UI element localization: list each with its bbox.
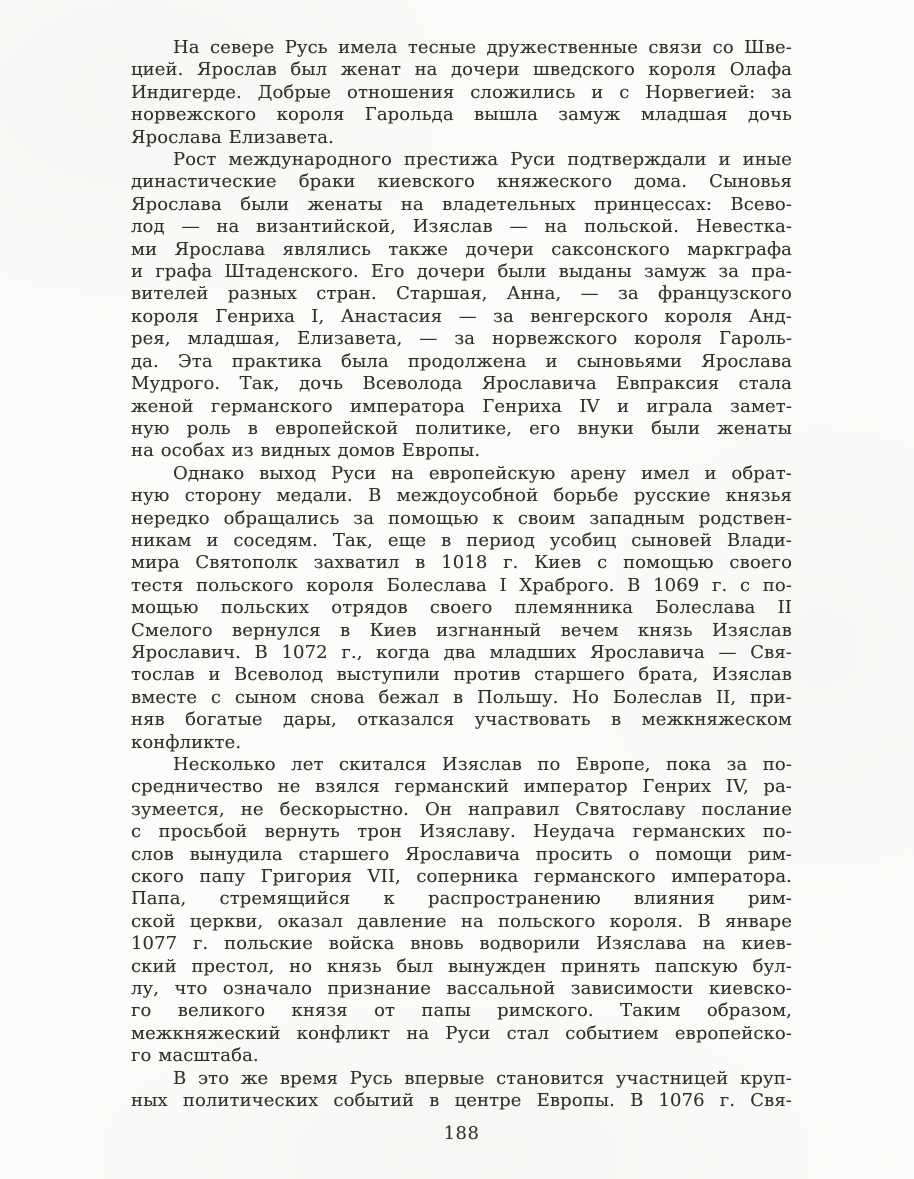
text-line: Ярославич. В 1072 г., когда два младших Ярославича — Свя- <box>131 641 792 663</box>
text-line: ской церкви, оказал давление на польского короля. В январе <box>131 910 792 932</box>
text-line: ную сторону медали. В междоусобной борьбе русские князья <box>131 485 792 507</box>
text-line: Несколько лет скитался Изяслав по Европе, пока за по- <box>173 754 792 775</box>
paragraph-reverse-side <box>131 463 792 754</box>
text-line: го великого князя от папы римского. Таким образом, <box>131 1000 792 1022</box>
text-line: да. Эта практика была продолжена и сыновьями Ярослава <box>131 350 792 372</box>
text-line: мощью польских отрядов своего племянника Болеслава II <box>131 597 792 619</box>
text-line: никам и соседям. Так, еще в период усобиц сыновей Влади- <box>131 529 792 551</box>
text-line: ский престол, но князь был вынужден принять папскую бул- <box>131 955 792 977</box>
paragraph-izyaslav-wanderings <box>131 754 792 1068</box>
text-line: с просьбой вернуть трон Изяславу. Неудача германских по- <box>131 821 792 843</box>
paragraph-dynastic-marriages <box>131 149 792 463</box>
text-line: ского папу Григория VII, соперника германского императора. <box>131 866 792 888</box>
text-line: слов вынудила старшего Ярославича просить о помощи рим- <box>131 843 792 865</box>
text-line: Индигерде. Добрые отношения сложились и с Норвегией: за <box>131 81 792 103</box>
text-line: и графа Штаденского. Его дочери были выданы замуж за пра- <box>131 261 792 283</box>
text-line: зумеется, не бескорыстно. Он направил Святославу послание <box>131 798 792 820</box>
text-line: женой германского императора Генриха IV и играла замет- <box>131 395 792 417</box>
text-line: на особах из видных домов Европы. <box>131 440 481 462</box>
text-line: тестя польского короля Болеслава I Храброго. В 1069 г. с по- <box>131 574 792 596</box>
text-line: Однако выход Руси на европейскую арену имел и обрат- <box>173 462 792 484</box>
text-line: мира Святополк захватил в 1018 г. Киев с помощью своего <box>131 552 792 574</box>
text-line: Мудрого. Так, дочь Всеволода Ярославича Евпраксия стала <box>131 373 792 395</box>
paragraph-european-events <box>131 1068 792 1113</box>
text-line: Ярослава были женаты на владетельных принцессах: Всево- <box>131 193 792 215</box>
text-line: рея, младшая, Елизавета, — за норвежского короля Гароль- <box>131 328 792 350</box>
text-line: нередко обращались за помощью к своим западным родствен- <box>131 507 792 529</box>
text-line: В это же время Русь впервые становится участницей круп- <box>173 1067 792 1089</box>
text-line: Ярослава Елизавета. <box>131 126 334 148</box>
text-line: ных политических событий в центре Европы. В 1076 г. Свя- <box>131 1090 792 1112</box>
text-line: средничество не взялся германский император Генрих IV, ра- <box>131 776 792 798</box>
text-line: Папа, стремящийся к распространению влияния рим- <box>131 888 792 910</box>
text-line: лод — на византийской, Изяслав — на польской. Невестка- <box>131 216 792 238</box>
text-line: династические браки киевского княжеского дома. Сыновья <box>131 171 792 193</box>
text-line: конфликте. <box>131 731 242 753</box>
text-line: 1077 г. польские войска вновь водворили Изяслава на киев- <box>131 933 792 955</box>
text-line: вителей разных стран. Старшая, Анна, — за французского <box>131 283 792 305</box>
paragraph-sweden-norway <box>131 37 792 149</box>
text-line: Смелого вернулся в Киев изгнанный вечем князь Изяслав <box>131 619 792 641</box>
text-line: тослав и Всеволод выступили против старшего брата, Изяслав <box>131 664 792 686</box>
text-line: ную роль в европейской политике, его внуки были женаты <box>131 417 792 439</box>
text-line: ми Ярослава являлись также дочери саксонского маркграфа <box>131 238 792 260</box>
text-line: вместе с сыном снова бежал в Польшу. Но Болеслав II, при- <box>131 686 792 708</box>
text-line: цией. Ярослав был женат на дочери шведского короля Олафа <box>131 59 792 81</box>
text-block <box>131 37 792 1113</box>
text-line: норвежского короля Гарольда вышла замуж младшая дочь <box>131 104 792 126</box>
text-line: няв богатые дары, отказался участвовать в межкняжеском <box>131 709 792 731</box>
text-line: На севере Русь имела тесные дружественные связи со Шве- <box>173 37 792 58</box>
text-line: Рост международного престижа Руси подтверждали и иные <box>173 149 792 171</box>
text-line: межкняжеский конфликт на Руси стал событием европейско- <box>131 1022 792 1044</box>
text-line: го масштаба. <box>131 1045 259 1067</box>
text-line: лу, что означало признание вассальной зависимости киевско- <box>131 978 792 1000</box>
page-number: 188 <box>443 1123 480 1144</box>
text-line: короля Генриха I, Анастасия — за венгерского короля Анд- <box>131 305 792 327</box>
